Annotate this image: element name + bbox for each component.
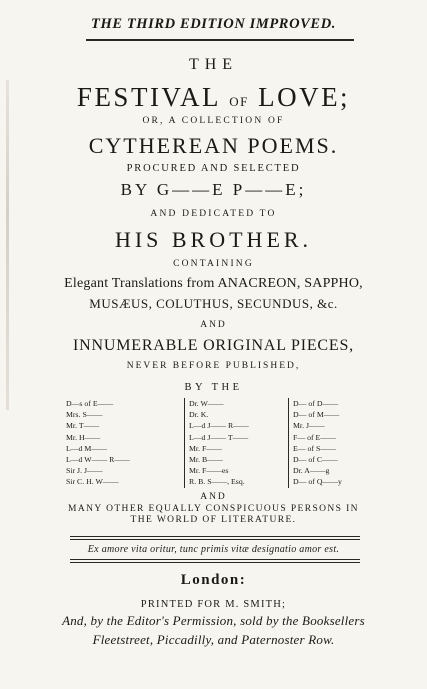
many-other-line: MANY OTHER EQUALLY CONSPICUOUS PERSONS IN [68, 504, 359, 514]
and-line-1: AND [200, 320, 227, 330]
title-of: OF [229, 94, 249, 109]
contributors-column-2 [184, 398, 277, 488]
streets-line: Fleetstreet, Piccadilly, and Paternoster Row. [92, 632, 335, 647]
contributor-name: D— of Q——y [293, 477, 342, 487]
contributor-name: Mr. B—— [189, 455, 223, 465]
contributor-name: L—d W—— R—— [66, 455, 130, 465]
contributor-name: Dr. A——g [293, 466, 330, 476]
contributor-name: Mr. H—— [66, 432, 101, 442]
world-literature-line: THE WORLD OF LITERATURE. [130, 515, 297, 525]
author-line: BY G——E P——E; [120, 180, 307, 199]
authors-line: MUSÆUS, COLUTHUS, SECUNDUS, &c. [89, 296, 338, 311]
rule-upper-1 [70, 536, 360, 537]
rule-upper-2 [70, 539, 360, 540]
containing-line: CONTAINING [173, 259, 254, 269]
by-the-line: BY THE [184, 382, 243, 393]
contributor-name: E— of S—— [293, 443, 336, 453]
contributor-name: Sir C. H. W—— [66, 477, 119, 487]
rule-lower-2 [70, 562, 360, 563]
or-collection-line: OR, A COLLECTION OF [142, 116, 285, 126]
contributor-name: L—d J—— R—— [189, 421, 249, 431]
contributor-name: Mr. F——es [189, 466, 229, 476]
contributor-name: D—s of E—— [66, 399, 114, 408]
never-published-line: NEVER BEFORE PUBLISHED, [126, 361, 301, 371]
cytherean-poems-line: CYTHEREAN POEMS. [88, 133, 339, 158]
innumerable-line: INNUMERABLE ORIGINAL PIECES, [73, 337, 354, 354]
translations-line: Elegant Translations from ANACREON, SAPPHO, [64, 276, 363, 291]
contributors-column-3 [288, 398, 393, 488]
title-festival: FESTIVAL [76, 82, 220, 112]
contributor-name: Mr. T—— [66, 421, 100, 431]
rule-lower-1 [70, 559, 360, 560]
his-brother-line: HIS BROTHER. [114, 227, 313, 252]
contributor-name: Dr. K. [189, 410, 209, 420]
contributor-name: L—d M—— [66, 443, 107, 453]
contributors-column-1 [66, 398, 166, 488]
imprint-city: London: [180, 572, 247, 588]
booksellers-line: And, by the Editor's Permission, sold by the Booksellers [62, 613, 365, 628]
contributor-name: R. B. S——, Esq. [189, 477, 245, 487]
contributor-name: L—d J—— T—— [189, 432, 249, 442]
title-love: LOVE; [258, 82, 351, 112]
and-line-2: AND [200, 492, 227, 502]
contributor-name: D— of M—— [293, 410, 340, 420]
latin-motto: Ex amore vita oritur, tunc primis vitæ designatio amor est. [87, 544, 340, 555]
edition-rule [86, 39, 354, 41]
dedicated-line: AND DEDICATED TO [150, 209, 277, 219]
procured-line: PROCURED AND SELECTED [126, 163, 301, 174]
contributor-name: D— of C—— [293, 455, 338, 465]
contributor-name: Mrs. S—— [66, 410, 103, 420]
contributor-name: F— of E—— [293, 432, 336, 442]
contributor-name: Sir J. J—— [66, 466, 103, 476]
title-the: THE [188, 56, 239, 73]
contributor-name: Mr. J—— [293, 421, 325, 431]
contributor-name: Dr. W—— [189, 399, 224, 408]
printer-line: PRINTED FOR M. SMITH; [140, 599, 287, 610]
edition-line: THE THIRD EDITION IMPROVED. [90, 16, 336, 32]
main-title [0, 82, 427, 113]
contributor-name: Mr. F—— [189, 443, 222, 453]
contributor-name: D— of D—— [293, 399, 339, 408]
